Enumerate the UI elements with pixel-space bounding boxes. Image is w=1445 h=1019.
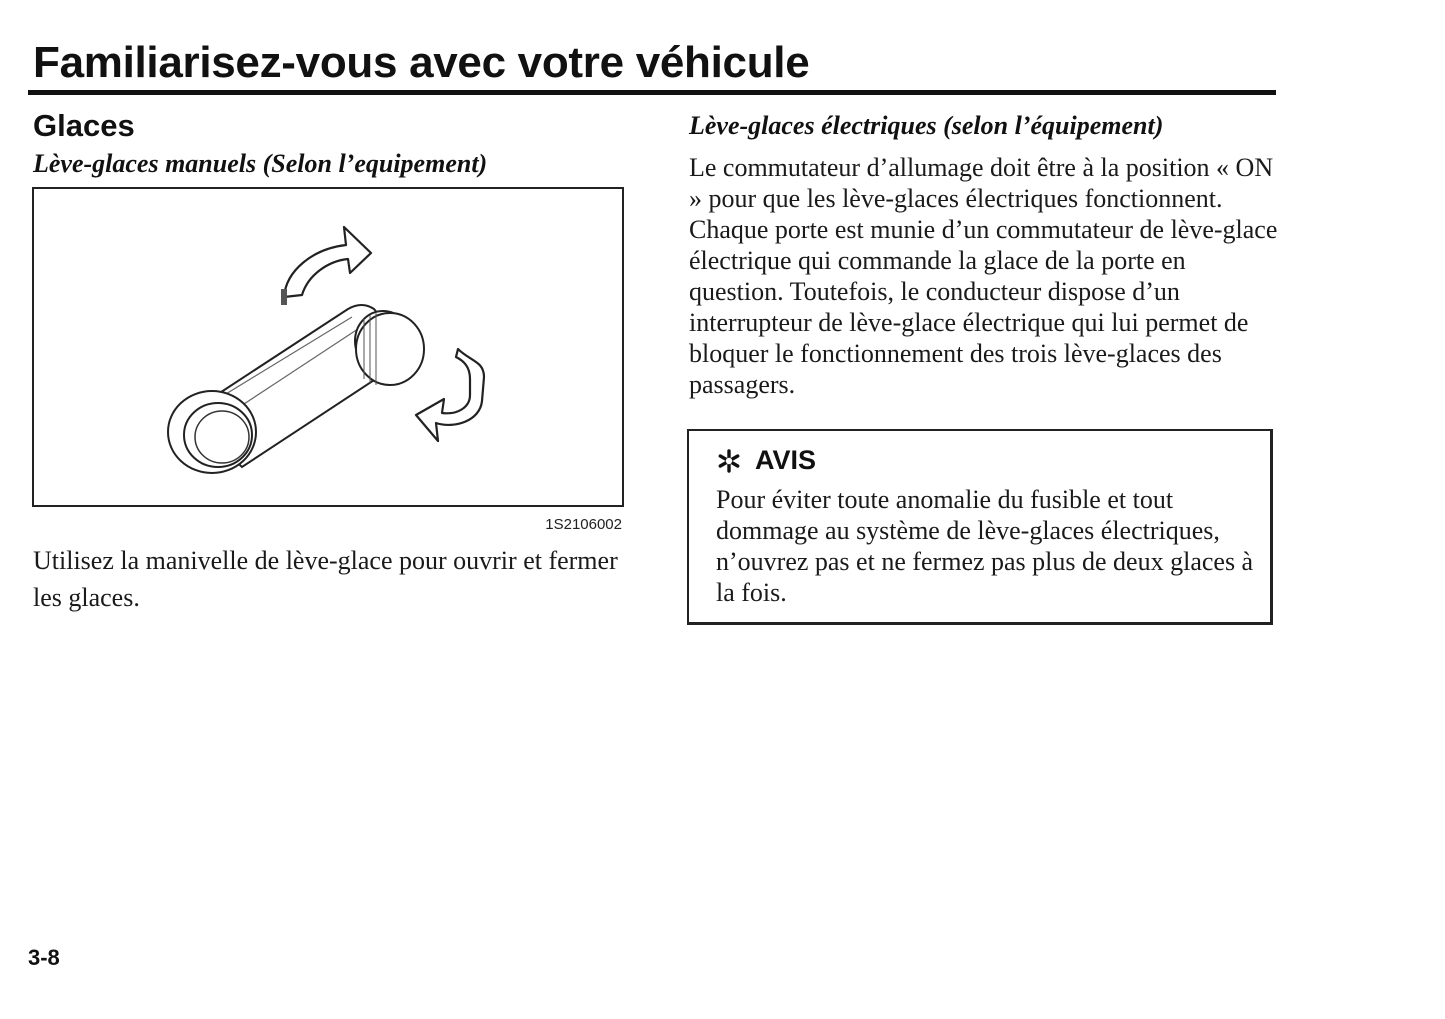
page-number: 3-8 [28, 945, 60, 970]
notice-title: AVIS [755, 445, 817, 475]
title-rule [28, 90, 1276, 95]
rotate-counterclockwise-arrow-icon [281, 227, 371, 305]
manual-windows-subheading: Lève-glaces manuels (Selon l’equipement) [33, 149, 488, 178]
page-title: Familiarisez-vous avec votre véhicule [33, 38, 810, 87]
rotate-clockwise-arrow-icon [416, 349, 484, 441]
power-windows-text: Le commutateur d’allumage doit être à la position « ON » pour que les lève-glaces électriques fonctionnent. Chaque porte est munie d’un commutateur de lève-glace électrique qui commande la glace de la porte en question. Toutefois, le conducteur dispose d’un interrupteur de lève-glace électrique qui lui permet de bloquer le fonctionnement des trois lève-glaces des passagers. [689, 153, 1278, 399]
notice-header [717, 445, 816, 476]
figure-code: 1S2106002 [545, 516, 622, 533]
window-crank-handle [168, 305, 424, 473]
notice-box [687, 429, 1273, 625]
power-windows-subheading: Lève-glaces électriques (selon l’équipement) [689, 111, 1164, 140]
notice-text: Pour éviter toute anomalie du fusible et tout dommage au système de lève-glaces électriques, n’ouvrez pas et ne fermez pas plus de deux glaces à la fois. [716, 485, 1254, 607]
asterisk-notice-icon [717, 449, 741, 473]
section-title: Glaces [33, 108, 135, 143]
window-crank-figure [32, 187, 624, 507]
manual-windows-text: Utilisez la manivelle de lève-glace pour ouvrir et fermer les glaces. [33, 546, 618, 612]
